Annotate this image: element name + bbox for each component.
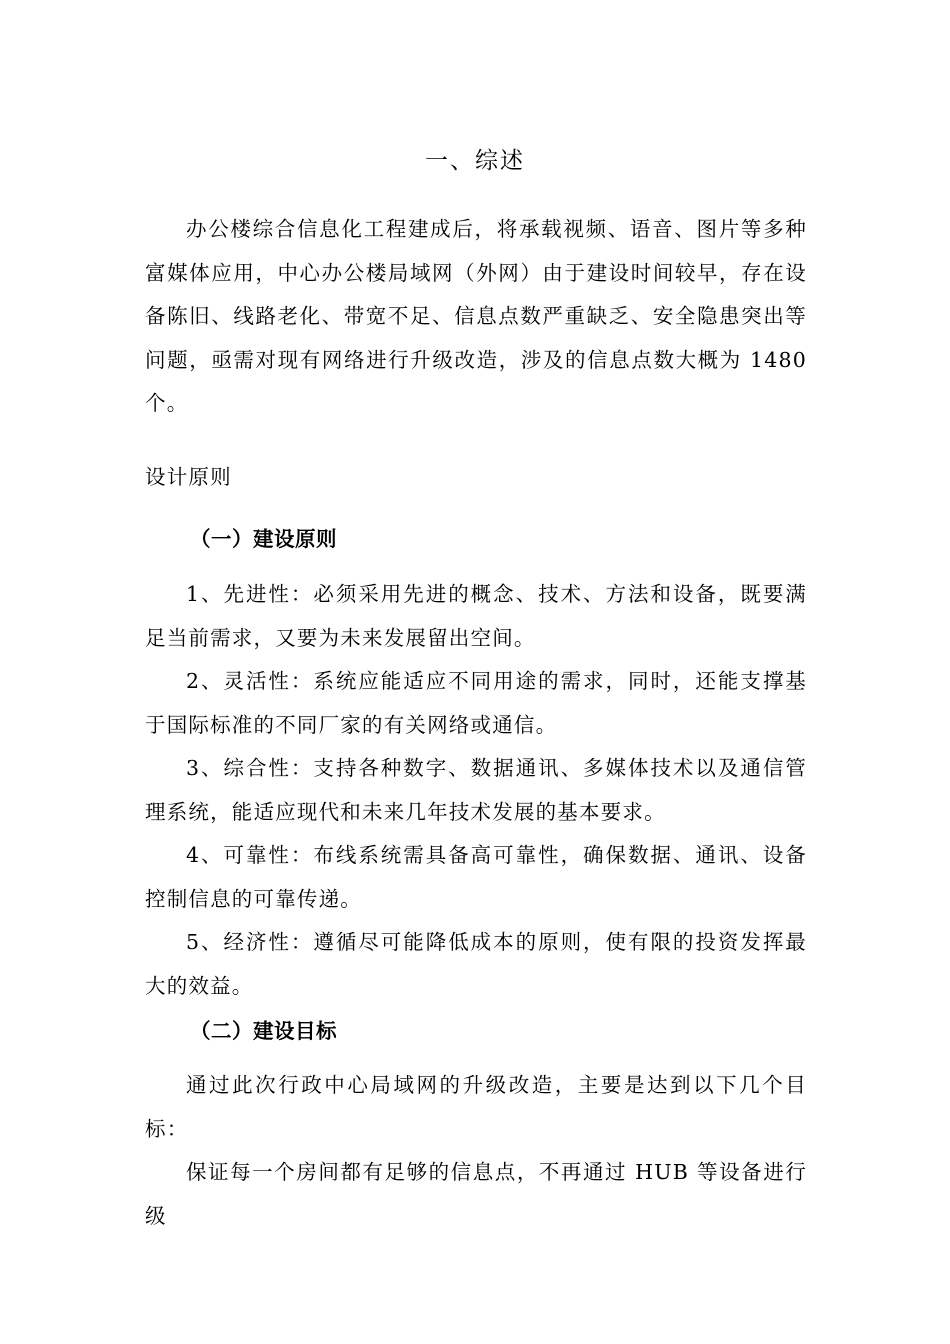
principle-item-economy: 5、经济性：遵循尽可能降低成本的原则，使有限的投资发挥最大的效益。 — [145, 930, 807, 998]
document-title: 一、综述 — [425, 148, 525, 174]
section-heading-construction-goals: （二）建设目标 — [190, 1019, 337, 1043]
intro-paragraph: 办公楼综合信息化工程建成后，将承载视频、语音、图片等多种富媒体应用，中心办公楼局域网（外网）由于建设时间较早，存在设备陈旧、线路老化、带宽不足、信息点数严重缺乏、安全隐患突出等问题，亟需对现有网络进行升级改造，涉及的信息点数大概为 1480 个。 — [145, 217, 807, 415]
goals-paragraph-info-points: 保证每一个房间都有足够的信息点，不再通过 HUB 等设备进行级 — [145, 1160, 807, 1228]
principle-item-advanced: 1、先进性：必须采用先进的概念、技术、方法和设备，既要满足当前需求，又要为未来发展留出空间。 — [145, 582, 807, 650]
section-heading-construction-principles: （一）建设原则 — [190, 527, 337, 551]
design-principles-heading: 设计原则 — [145, 465, 232, 489]
principle-item-reliability: 4、可靠性：布线系统需具备高可靠性，确保数据、通讯、设备控制信息的可靠传递。 — [145, 843, 807, 911]
principle-item-comprehensive: 3、综合性：支持各种数字、数据通讯、多媒体技术以及通信管理系统，能适应现代和未来几年技术发展的基本要求。 — [145, 756, 807, 824]
goals-paragraph-intro: 通过此次行政中心局域网的升级改造，主要是达到以下几个目标： — [145, 1073, 807, 1141]
principle-item-flexibility: 2、灵活性：系统应能适应不同用途的需求，同时，还能支撑基于国际标准的不同厂家的有关网络或通信。 — [145, 669, 807, 737]
